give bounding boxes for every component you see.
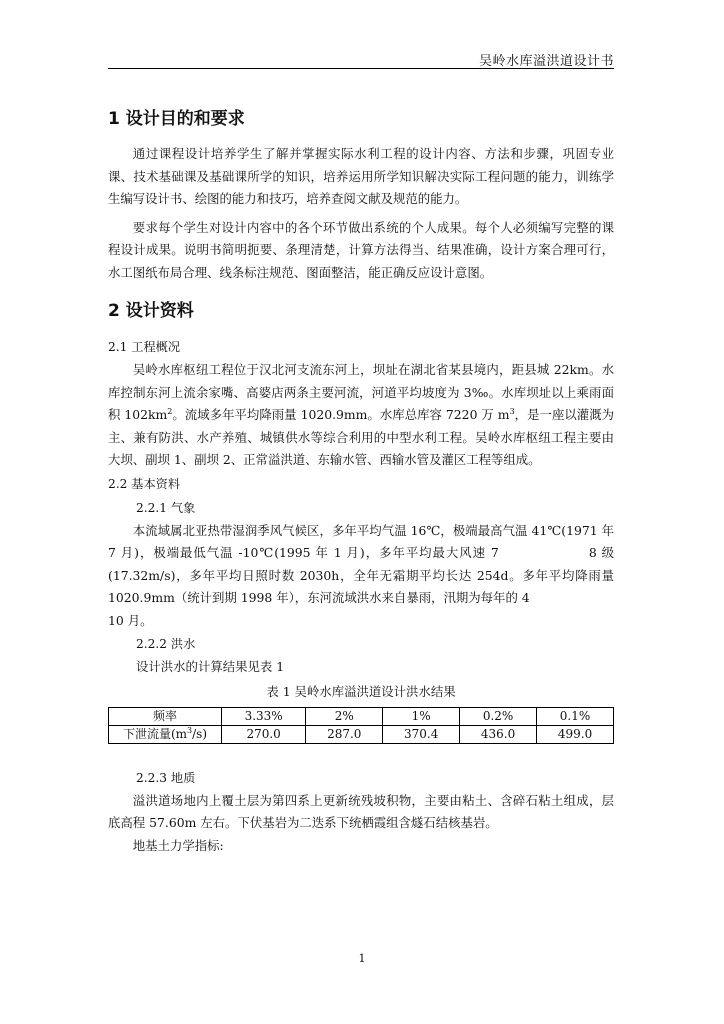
table-cell: 436.0 xyxy=(460,725,537,743)
s221-text-d: 10 月。 xyxy=(108,612,153,628)
header-title: 吴岭水库溢洪道设计书 xyxy=(478,54,614,69)
s21-text-b: 。流域多年平均降雨量 1020.9mm。水库总库容 7220 万 m xyxy=(172,407,510,422)
flood-table-intro: 设计洪水的计算结果见表 1 xyxy=(136,659,285,674)
table-cell: 1% xyxy=(383,707,460,725)
section-2-2-3-title: 2.2.3 地质 xyxy=(136,770,196,785)
table-cell: 370.4 xyxy=(383,725,460,743)
table-row xyxy=(109,725,614,743)
table-cell: 0.2% xyxy=(460,707,537,725)
s21-text-c: ，是一座以灌溉为主、兼有防洪、水产养殖、城镇供水等综合利用的中型水利工程。吴岭水库枢纽工程主要由大坝、副坝 1、副坝 2、正常溢洪道、东输水管、西输水管及灌区工程等组成。 xyxy=(108,407,615,467)
section-1-heading: 1 设计目的和要求 xyxy=(108,109,245,129)
table-cell: 2% xyxy=(306,707,383,725)
s21-text-a: 吴岭水库枢纽工程位于汉北河支流东河上，坝址在湖北省某县境内，距县城 22km。水库控制东河上流余家嘴、高婆店两条主要河流，河道平均坡度为 3‰。水库坝址以上乘雨面积 102km xyxy=(108,362,614,422)
table-cell: 287.0 xyxy=(306,725,383,743)
table-cell: 499.0 xyxy=(537,725,614,743)
s221-text-c: (17.32m/s)，多年平均日照时数 2030h，全年无霜期平均长达 254d。多年平均降雨量 1020.9mm（统计到期 1998 年），东河流域洪水来自暴雨，汛期为每年的 4 xyxy=(108,567,614,605)
s221-text-b: 8 级 xyxy=(588,545,614,560)
table-cell: 270.0 xyxy=(222,725,306,743)
flow-label-a: 下泄流量(m xyxy=(122,726,188,741)
section-2-heading: 2 设计资料 xyxy=(108,301,194,321)
s21-sup-b: 3 xyxy=(509,406,515,416)
table-cell: 0.1% xyxy=(537,707,614,725)
section-2-2-3-paragraph: 溢洪道场地内上覆土层为第四系上更新统残坡积物，主要由粘土、含碎石粘土组成，层底高程 57.60m 左右。下伏基岩为二迭系下统栖霞组含燧石结核基岩。 xyxy=(108,792,614,830)
section-2-2-2-title: 2.2.2 洪水 xyxy=(136,637,196,651)
section-2-1-title: 2.1 工程概况 xyxy=(108,340,181,354)
flow-label-b: /s) xyxy=(192,726,208,741)
table-cell xyxy=(109,725,222,743)
section-1-paragraph-1: 通过课程设计培养学生了解并掌握实际水利工程的设计内容、方法和步骤，巩固专业课、技术基础课及基础课所学的知识，培养运用所学知识解决实际工程问题的能力，训练学生编写设计书、绘图的能力和技巧，培养查阅文献及规范的能力。 xyxy=(108,146,614,206)
table-row xyxy=(109,707,614,725)
foundation-indicators-label: 地基土力学指标: xyxy=(132,837,224,853)
table-cell: 频率 xyxy=(109,707,222,725)
document-body xyxy=(108,104,614,857)
s21-sup-a: 2 xyxy=(167,406,173,416)
s221-text-a: 本流域属北亚热带湿润季风气候区，多年平均气温 16℃，极端最高气温 41℃(1971 年 7 月)，极端最低气温 -10℃(1995 年 1 月)，多年平均最大风速 7 xyxy=(108,522,614,560)
flow-label-sup: 3 xyxy=(187,725,193,735)
section-2-2-1-paragraph xyxy=(108,520,614,633)
page-number: 1 xyxy=(358,952,366,965)
flood-results-table xyxy=(108,707,614,744)
section-1-paragraph-2: 要求每个学生对设计内容中的各个环节做出系统的个人成果。每个人必须编写完整的课程设计成果。说明书简明扼要、条理清楚，计算方法得当、结果准确，设计方案合理可行，水工图纸布局合理、线条标注规范、图面整洁，能正确反应设计意图。 xyxy=(108,219,614,280)
section-2-1-paragraph xyxy=(108,359,614,472)
section-2-2-title: 2.2 基本资料 xyxy=(108,476,181,491)
table-caption: 表 1 吴岭水库溢洪道设计洪水结果 xyxy=(266,683,456,699)
header-divider xyxy=(108,68,614,69)
table-cell: 3.33% xyxy=(222,707,306,725)
section-2-2-1-title: 2.2.1 气象 xyxy=(136,500,196,515)
